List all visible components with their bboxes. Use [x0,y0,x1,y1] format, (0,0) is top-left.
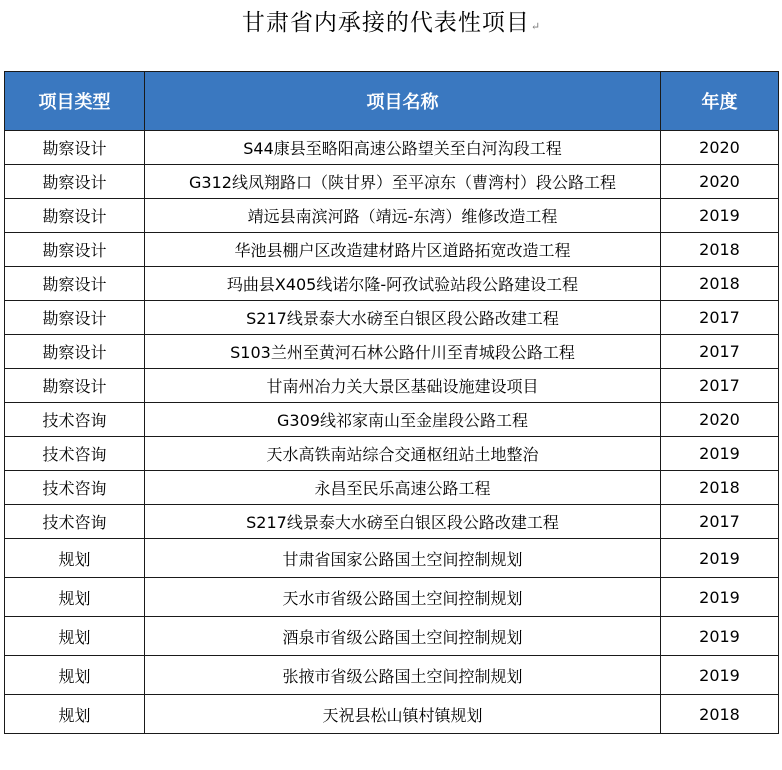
cell-year: 2019 [661,437,779,471]
cell-project-type: 规划 [5,578,145,617]
cell-project-name: S217线景泰大水磅至白银区段公路改建工程 [145,505,661,539]
cell-project-type: 勘察设计 [5,267,145,301]
cell-year: 2020 [661,131,779,165]
cell-year: 2020 [661,403,779,437]
cell-year: 2018 [661,233,779,267]
table-row [5,539,779,578]
table-row [5,437,779,471]
table-row [5,403,779,437]
cell-project-name: G312线凤翔路口（陕甘界）至平凉东（曹湾村）段公路工程 [145,165,661,199]
cell-year: 2018 [661,267,779,301]
cell-project-name: 张掖市省级公路国土空间控制规划 [145,656,661,695]
projects-table [4,71,779,734]
cell-project-type: 勘察设计 [5,165,145,199]
title-text: 甘肃省内承接的代表性项目 [241,10,530,36]
cell-project-name: S44康县至略阳高速公路望关至白河沟段工程 [145,131,661,165]
cell-year: 2019 [661,199,779,233]
document-title [0,6,782,44]
cell-year: 2018 [661,471,779,505]
cell-project-name: 甘南州冶力关大景区基础设施建设项目 [145,369,661,403]
cell-project-type: 技术咨询 [5,403,145,437]
cell-project-type: 技术咨询 [5,505,145,539]
table-header-row [5,72,779,131]
cell-year: 2019 [661,617,779,656]
cell-year: 2018 [661,695,779,734]
cell-year: 2017 [661,505,779,539]
table-row [5,233,779,267]
cell-project-name: 甘肃省国家公路国土空间控制规划 [145,539,661,578]
cell-project-type: 技术咨询 [5,437,145,471]
cell-project-type: 勘察设计 [5,199,145,233]
cell-project-type: 勘察设计 [5,335,145,369]
table-row [5,471,779,505]
table-row [5,267,779,301]
header-year: 年度 [661,72,779,131]
cell-project-name: G309线祁家南山至金崖段公路工程 [145,403,661,437]
cell-project-name: 天水市省级公路国土空间控制规划 [145,578,661,617]
table-row [5,131,779,165]
table-row [5,165,779,199]
cell-project-name: 酒泉市省级公路国土空间控制规划 [145,617,661,656]
cell-project-type: 规划 [5,695,145,734]
table-row [5,617,779,656]
cell-project-name: 靖远县南滨河路（靖远-东湾）维修改造工程 [145,199,661,233]
header-project-name: 项目名称 [145,72,661,131]
cell-year: 2019 [661,539,779,578]
cell-project-type: 勘察设计 [5,301,145,335]
cell-year: 2017 [661,369,779,403]
cell-project-type: 勘察设计 [5,369,145,403]
cell-project-type: 技术咨询 [5,471,145,505]
cell-project-name: S217线景泰大水磅至白银区段公路改建工程 [145,301,661,335]
cell-project-name: 玛曲县X405线诺尔隆-阿孜试验站段公路建设工程 [145,267,661,301]
cell-project-name: 天水高铁南站综合交通枢纽站土地整治 [145,437,661,471]
cell-project-name: 天祝县松山镇村镇规划 [145,695,661,734]
cell-project-type: 规划 [5,656,145,695]
cell-year: 2017 [661,301,779,335]
table-row [5,301,779,335]
table-row [5,505,779,539]
cell-year: 2019 [661,578,779,617]
paragraph-mark: ↵ [530,20,541,33]
table-row [5,656,779,695]
cell-year: 2017 [661,335,779,369]
header-project-type: 项目类型 [5,72,145,131]
cell-year: 2019 [661,656,779,695]
cell-project-type: 勘察设计 [5,233,145,267]
table-row [5,578,779,617]
cell-project-type: 规划 [5,539,145,578]
table-row [5,369,779,403]
cell-project-type: 规划 [5,617,145,656]
table-row [5,695,779,734]
cell-project-name: 永昌至民乐高速公路工程 [145,471,661,505]
cell-project-name: 华池县棚户区改造建材路片区道路拓宽改造工程 [145,233,661,267]
cell-project-type: 勘察设计 [5,131,145,165]
table-row [5,335,779,369]
cell-year: 2020 [661,165,779,199]
cell-project-name: S103兰州至黄河石林公路什川至青城段公路工程 [145,335,661,369]
table-row [5,199,779,233]
